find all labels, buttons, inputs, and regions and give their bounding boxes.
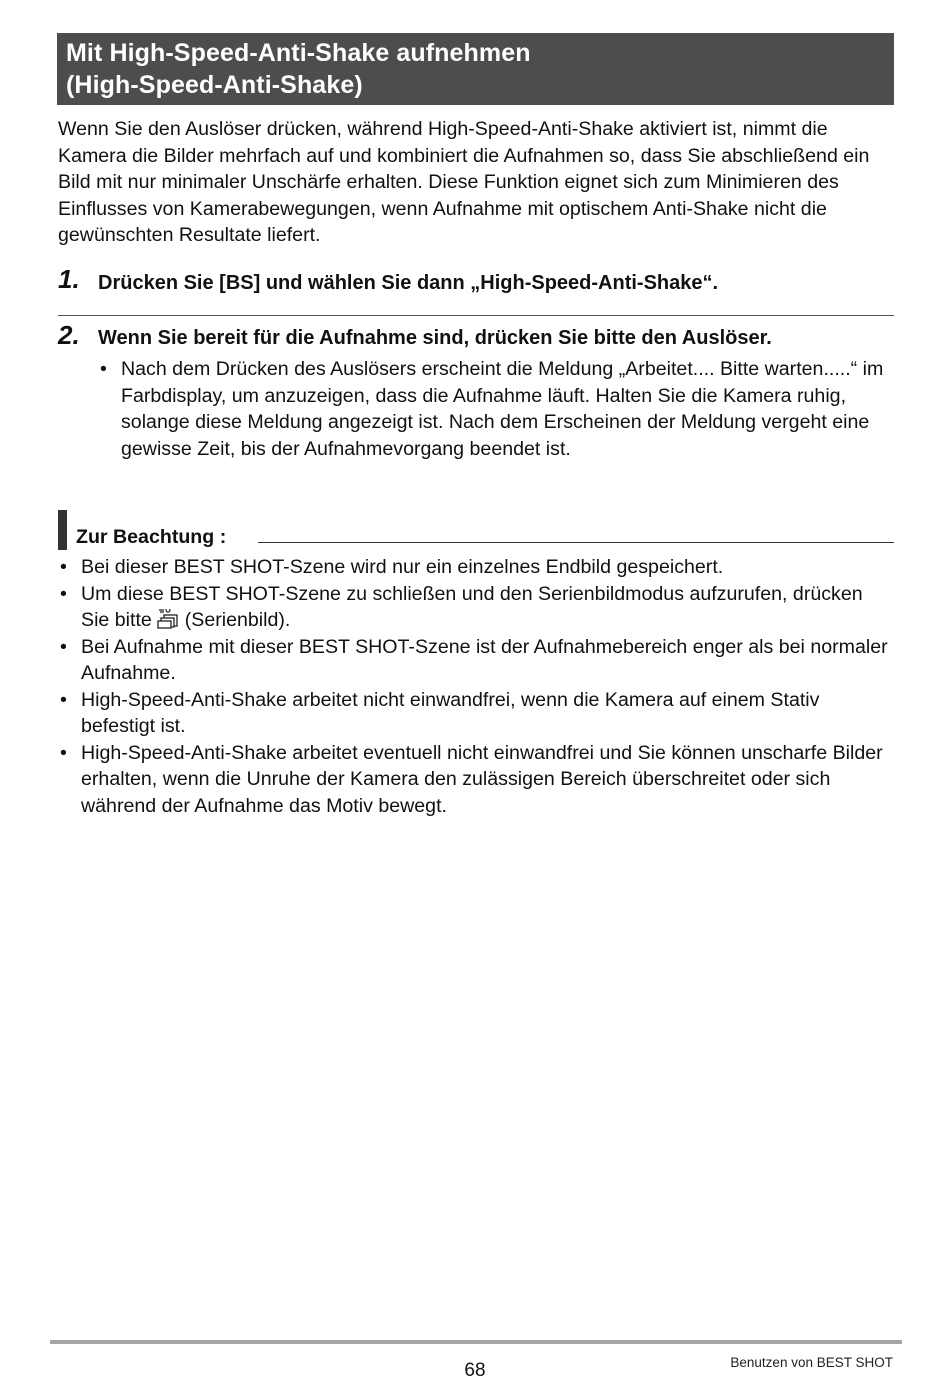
section-title-line-1: Mit High-Speed-Anti-Shake aufnehmen [66,39,531,67]
note-title: Zur Beachtung : [76,526,227,548]
section-title-line-2: (High-Speed-Anti-Shake) [66,71,363,99]
note-item-2 [81,581,895,634]
note-item-4: High-Speed-Anti-Shake arbeitet nicht einwandfrei, wenn die Kamera auf einem Stativ befestigt ist. [81,688,820,737]
step-2-bullet-text: Nach dem Drücken des Auslösers erscheint die Meldung „Arbeitet.... Bitte warten.....“ im Farbdisplay, um anzuzeigen, dass die Aufnahme läuft. Halten Sie die Kamera ruhig, solange diese Meldung angezeigt ist. Nach dem Erscheinen der Meldung vergeht eine gewisse Zeit, bis der Aufnahmevorgang beendet ist. [121,358,884,460]
note-item-2-text: Um diese BEST SHOT-Szene zu schließen und den Serienbildmodus aufzurufen, drücken Sie bitte [81,582,863,631]
bullet-marker: • [60,582,67,605]
note-item-3: Bei Aufnahme mit dieser BEST SHOT-Szene ist der Aufnahmebereich enger als bei normaler Aufnahme. [81,635,888,684]
footer-section-label: Benutzen von BEST SHOT [730,1355,893,1370]
bullet-marker: • [60,688,67,711]
list-item [60,634,895,687]
burst-mode-icon [157,609,179,629]
note-item-1: Bei dieser BEST SHOT-Szene wird nur ein einzelnes Endbild gespeichert. [81,556,724,578]
bullet-marker: • [60,556,67,578]
step-2-bullet [100,356,890,462]
step-1-text: Drücken Sie [BS] und wählen Sie dann „High-Speed-Anti-Shake“. [98,272,719,294]
note-heading-rule [258,542,894,543]
note-item-2-suffix: (Serienbild). [184,609,291,631]
step-2-number: 2. [58,320,80,350]
note-item-5: High-Speed-Anti-Shake arbeitet eventuell nicht einwandfrei und Sie können unscharfe Bilder erhalten, wenn die Unruhe der Kamera den zulässigen Bereich überschreitet oder sich während der Aufnahme das Motiv bewegt. [81,741,883,817]
note-list [60,554,895,819]
list-item [60,581,895,634]
list-item [60,740,895,820]
intro-paragraph: Wenn Sie den Auslöser drücken, während High-Speed-Anti-Shake aktiviert ist, nimmt die Kamera die Bilder mehrfach auf und kombiniert die Aufnahmen so, dass Sie abschließend ein Bild mit nur minimaler Unschärfe erhalten. Diese Funktion eignet sich zum Minimieren des Einflusses von Kamerabewegungen, wenn Aufnahme mit optischem Anti-Shake nicht die gewünschten Resultate liefert. [58,118,870,246]
list-item [60,687,895,740]
note-heading [58,510,894,550]
note-heading-bar [58,510,67,550]
footer-rule [50,1340,902,1344]
step-divider [58,315,894,316]
section-title-bar [57,33,894,105]
bullet-marker: • [60,635,67,658]
list-item [60,554,895,581]
step-1-number: 1. [58,264,80,294]
page-number: 68 [464,1360,486,1381]
bullet-marker: • [60,741,67,764]
step-2-text: Wenn Sie bereit für die Aufnahme sind, drücken Sie bitte den Auslöser. [98,327,772,349]
bullet-marker: • [100,358,107,380]
